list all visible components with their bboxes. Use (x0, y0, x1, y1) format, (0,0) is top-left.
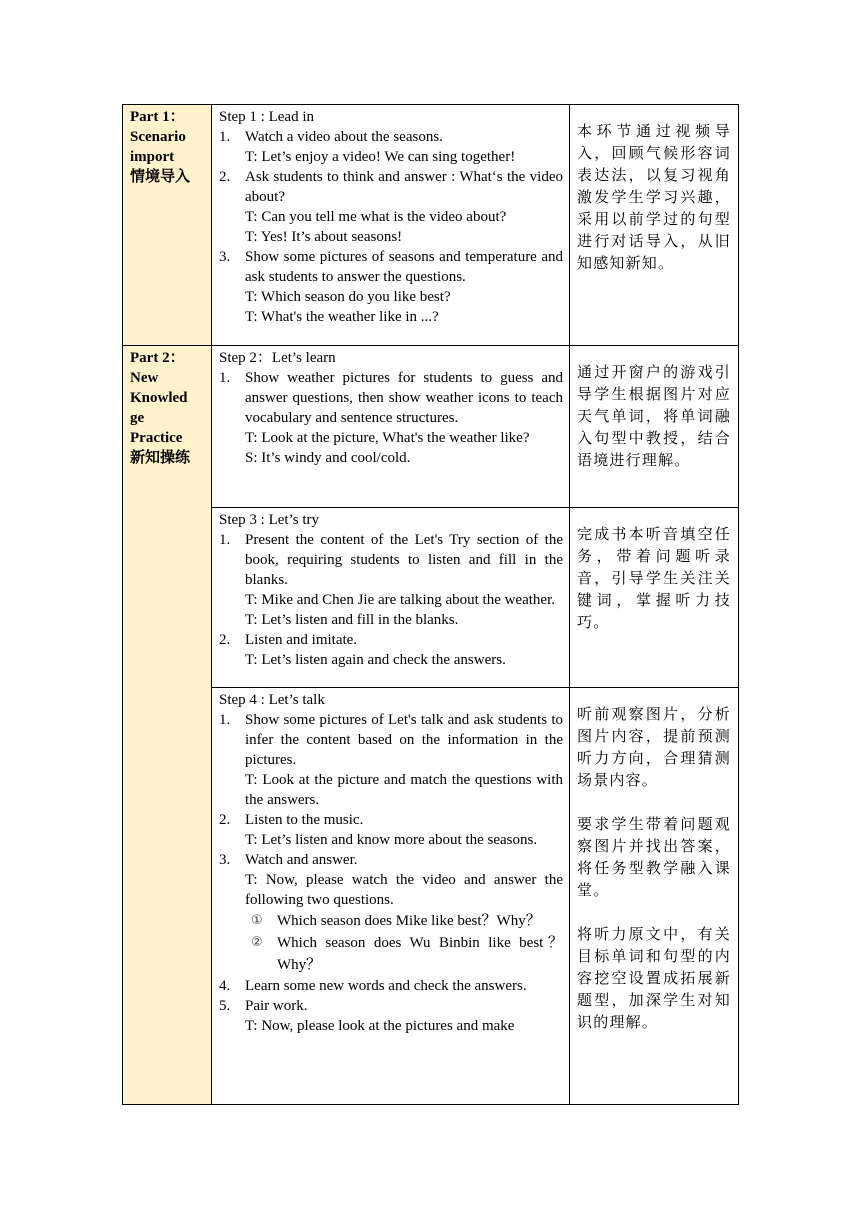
item-text: Watch a video about the seasons. (245, 129, 443, 145)
item-text: Show some pictures of Let's talk and ask students to infer the content based on the information in the pictures. (245, 712, 563, 768)
part-label-line: 情境导入 (130, 169, 191, 185)
numbered-item (219, 976, 563, 996)
numbered-item (219, 630, 563, 650)
design-intent-text: 将听力原文中，有关目标单词和句型的内容挖空设置成拓展新题型，加深学生对知识的理解。 (577, 927, 731, 1031)
question-text: Which season does Wu Binbin like best？Why？ (277, 935, 563, 973)
part-label-line: Scenario (130, 129, 186, 145)
dialogue-line: T: Let’s listen again and check the answers. (245, 652, 506, 668)
design-intent-cell (570, 688, 739, 1105)
dialogue-line: T: Which season do you like best? (245, 289, 451, 305)
design-intent-cell (570, 105, 739, 346)
item-text: Present the content of the Let's Try section of the book, requiring students to listen and fill in the blanks. (245, 532, 563, 588)
step-title: Step 1 : Lead in (219, 109, 314, 125)
item-number: 2. (219, 169, 231, 185)
dialogue-line: T: Let’s listen and know more about the seasons. (245, 832, 538, 848)
step-title: Step 4 : Let’s talk (219, 692, 325, 708)
dialogue-line: T: Yes! It’s about seasons! (245, 229, 403, 245)
design-intent-text: 听前观察图片，分析图片内容，提前预测听力方向，合理猜测场景内容。 (577, 707, 731, 789)
dialogue-line: T: Now, please look at the pictures and make (245, 1018, 515, 1034)
dialogue-line: S: It’s windy and cool/cold. (245, 450, 411, 466)
item-text: Ask students to think and answer : What‘s the video about? (245, 169, 563, 205)
item-text: Listen to the music. (245, 812, 364, 828)
numbered-item (219, 996, 563, 1016)
design-intent-text: 要求学生带着问题观察图片并找出答案，将任务型教学融入课堂。 (577, 817, 731, 899)
question-text: Which season does Mike like best？Why？ (277, 913, 541, 929)
item-number: 5. (219, 998, 231, 1014)
lesson-plan-table (122, 104, 739, 1105)
dialogue-line: T: What's the weather like in ...? (245, 309, 439, 325)
steps-cell (212, 508, 570, 688)
step-title: Step 3 : Let’s try (219, 512, 319, 528)
part-label-line: Part 2： (130, 350, 185, 366)
design-intent-text: 完成书本听音填空任务，带着问题听录音，引导学生关注关键词，掌握听力技巧。 (577, 527, 731, 631)
steps-cell (212, 688, 570, 1105)
item-number: 1. (219, 532, 231, 548)
part-label-line: ge (130, 410, 145, 426)
part-label-line: New (130, 370, 159, 386)
table-row (123, 346, 739, 508)
numbered-item (219, 850, 563, 870)
steps-cell (212, 346, 570, 508)
item-number: 4. (219, 978, 231, 994)
item-text: Show weather pictures for students to guess and answer questions, then show weather icons to teach vocabulary and sentence structures. (245, 370, 563, 426)
design-intent-text: 本环节通过视频导入，回顾气候形容词表达法，以复习视角激发学生学习兴趣，采用以前学过的句型进行对话导入，从旧知感知新知。 (577, 124, 731, 272)
item-text: Learn some new words and check the answers. (245, 978, 527, 994)
dialogue-line: T: Look at the picture, What's the weather like? (245, 430, 530, 446)
item-text: Show some pictures of seasons and temperature and ask students to answer the questions. (245, 249, 563, 285)
circled-number: ① (251, 913, 263, 928)
table-row (123, 688, 739, 1105)
part-label-line: 新知操练 (130, 450, 191, 466)
item-number: 2. (219, 632, 231, 648)
dialogue-line: T: Mike and Chen Jie are talking about the weather. (245, 592, 555, 608)
circled-number: ② (251, 935, 263, 950)
part-label-line: Practice (130, 430, 183, 446)
table-row (123, 105, 739, 346)
item-text: Listen and imitate. (245, 632, 358, 648)
item-number: 1. (219, 129, 231, 145)
question-item (219, 910, 563, 932)
item-number: 3. (219, 249, 231, 265)
numbered-item (219, 127, 563, 147)
part-label-line: Knowled (130, 390, 188, 406)
item-number: 1. (219, 370, 231, 386)
part-label-cell (123, 105, 212, 346)
item-number: 3. (219, 852, 231, 868)
design-intent-cell (570, 346, 739, 508)
item-text: Pair work. (245, 998, 308, 1014)
dialogue-line: T: Look at the picture and match the questions with the answers. (245, 772, 563, 808)
numbered-item (219, 167, 563, 207)
item-text: Watch and answer. (245, 852, 358, 868)
dialogue-line: T: Let’s listen and fill in the blanks. (245, 612, 459, 628)
part-label-line: import (130, 149, 175, 165)
numbered-item (219, 530, 563, 590)
dialogue-line: T: Can you tell me what is the video about? (245, 209, 507, 225)
numbered-item (219, 368, 563, 428)
design-intent-text: 通过开窗户的游戏引导学生根据图片对应天气单词，将单词融入句型中教授，结合语境进行理解。 (577, 365, 731, 469)
design-intent-cell (570, 508, 739, 688)
table-row (123, 508, 739, 688)
item-number: 2. (219, 812, 231, 828)
question-item (219, 932, 563, 976)
part-label-cell (123, 346, 212, 1105)
numbered-item (219, 247, 563, 287)
dialogue-line: T: Let’s enjoy a video! We can sing together! (245, 149, 516, 165)
item-number: 1. (219, 712, 231, 728)
step-title: Step 2：Let’s learn (219, 350, 336, 366)
steps-cell (212, 105, 570, 346)
dialogue-line: T: Now, please watch the video and answer the following two questions. (245, 872, 563, 908)
numbered-item (219, 810, 563, 830)
numbered-item (219, 710, 563, 770)
part-label-line: Part 1： (130, 109, 185, 125)
